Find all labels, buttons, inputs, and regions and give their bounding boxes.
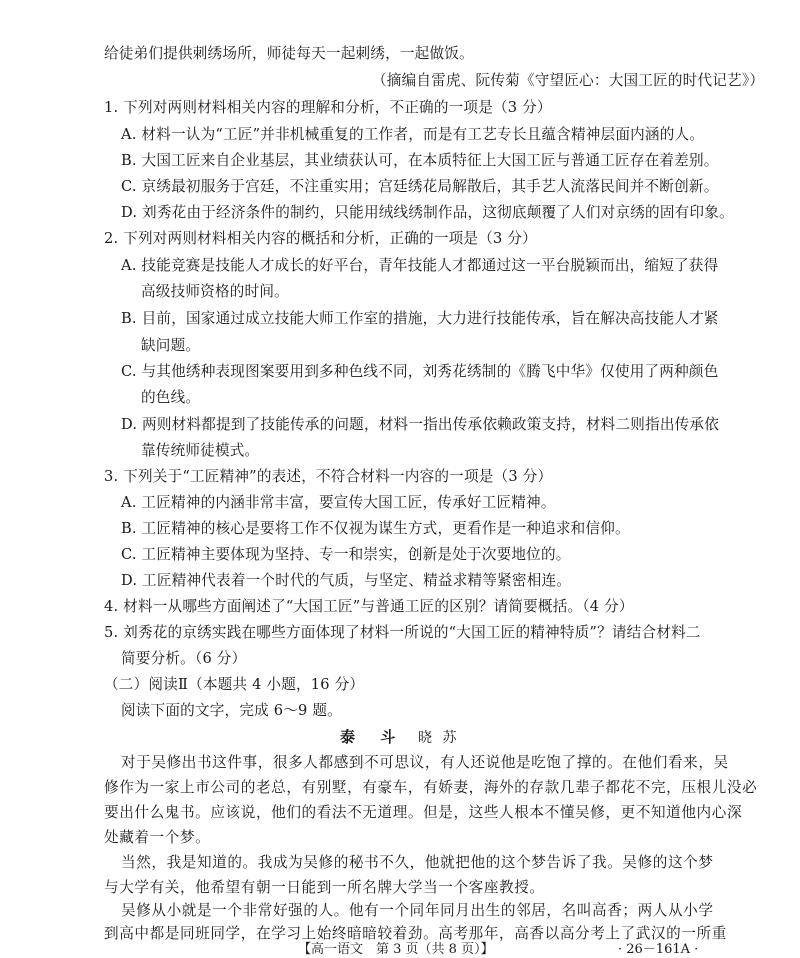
story-paragraph-line: 处藏着一个梦。 — [104, 829, 211, 846]
text-line: 给徒弟们提供刺绣场所，师徒每天一起刺绣，一起做饭。 — [104, 45, 474, 62]
option-3b: B. 工匠精神的核心是要将工作不仅视为谋生方式，更看作是一种追求和信仰。 — [121, 520, 630, 537]
question-5-cont: 简要分析。（6 分） — [121, 650, 247, 667]
story-paragraph-line: 当然，我是知道的。我成为吴修的秘书不久，他就把他的这个梦告诉了我。吴修的这个梦 — [121, 854, 714, 871]
option-1b: B. 大国工匠来自企业基层，其业绩获认可，在本质特征上大国工匠与普通工匠存在着差别。 — [121, 152, 719, 169]
option-3c: C. 工匠精神主要体现为坚持、专一和崇实，创新是处于次要地位的。 — [121, 546, 571, 563]
reading-instruction: 阅读下面的文字，完成 6～9 题。 — [121, 702, 342, 719]
question-2: 2. 下列对两则材料相关内容的概括和分析，正确的一项是（3 分） — [104, 230, 537, 247]
question-4: 4. 材料一从哪些方面阐述了“大国工匠”与普通工匠的区别？请简要概括。（4 分） — [104, 598, 634, 615]
option-2c: C. 与其他绣种表现图案要用到多种色线不同，刘秀花绣制的《腾飞中华》仅使用了两种颜色 — [121, 363, 719, 380]
question-5: 5. 刘秀花的京绣实践在哪些方面体现了材料一所说的“大国工匠的精神特质”？请结合材料二 — [104, 624, 701, 641]
option-3d: D. 工匠精神代表着一个时代的气质，与坚定、精益求精等紧密相连。 — [121, 572, 572, 589]
option-1c: C. 京绣最初服务于宫廷，不注重实用；宫廷绣花局解散后，其手艺人流落民间并不断创新。 — [121, 178, 719, 195]
option-2a: A. 技能竞赛是技能人才成长的好平台，青年技能人才都通过这一平台脱颖而出，缩短了获得 — [121, 257, 719, 274]
option-2c-cont: 的色线。 — [141, 389, 201, 406]
option-3a: A. 工匠精神的内涵非常丰富，要宣传大国工匠，传承好工匠精神。 — [121, 494, 556, 511]
story-paragraph-line: 与大学有关，他希望有朝一日能到一所名牌大学当一个客座教授。 — [104, 879, 545, 896]
page-footer: 【高一语文 第 3 页（共 8 页）】 — [298, 942, 494, 957]
option-2b-cont: 缺问题。 — [141, 337, 201, 354]
page-code: · 26－161A · — [618, 942, 699, 957]
option-2b: B. 目前，国家通过成立技能大师工作室的措施，大力进行技能传承，旨在解决高技能人才紧 — [121, 310, 719, 327]
option-1d: D. 刘秀花由于经济条件的制约，只能用绒线绣制作品，这彻底颠覆了人们对京绣的固有印象。 — [121, 204, 734, 221]
story-title: 泰 斗 — [340, 728, 406, 746]
question-1: 1. 下列对两则材料相关内容的理解和分析，不正确的一项是（3 分） — [104, 99, 552, 116]
option-2a-cont: 高级技师资格的时间。 — [141, 283, 289, 300]
story-paragraph-line: 到高中都是同班同学，在学习上始终暗暗较着劲。高考那年，高香以高分考上了武汉的一所重 — [104, 925, 727, 942]
option-2d: D. 两则材料都提到了技能传承的问题，材料一指出传承依赖政策支持，材料二则指出传承依 — [121, 416, 720, 433]
section-heading: （二）阅读Ⅱ（本题共 4 小题，16 分） — [104, 676, 365, 693]
question-3: 3. 下列关于“工匠精神”的表述，不符合材料一内容的一项是（3 分） — [104, 468, 553, 485]
story-author: 晓 苏 — [418, 730, 460, 746]
source-citation: （摘编自雷虎、阮传菊《守望匠心：大国工匠的时代记艺》） — [372, 72, 765, 89]
option-1a: A. 材料一认为“工匠”并非机械重复的工作者，而是有工艺专长且蕴含精神层面内涵的人。 — [121, 126, 705, 143]
story-paragraph-line: 对于吴修出书这件事，很多人都感到不可思议，有人还说他是吃饱了撑的。在他们看来，吴 — [121, 754, 729, 771]
story-paragraph-line: 吴修从小就是一个非常好强的人。他有一个同年同月出生的邻居，名叫高香；两人从小学 — [121, 902, 714, 919]
story-paragraph-line: 要出什么鬼书。应该说，他们的看法不无道理。但是，这些人根本不懂吴修，更不知道他内心深 — [104, 804, 743, 821]
option-2d-cont: 靠传统师徒模式。 — [141, 442, 260, 459]
story-paragraph-line: 修作为一家上市公司的老总，有别墅，有豪车，有娇妻，海外的存款几辈子都花不完，压根儿没必 — [104, 779, 758, 796]
